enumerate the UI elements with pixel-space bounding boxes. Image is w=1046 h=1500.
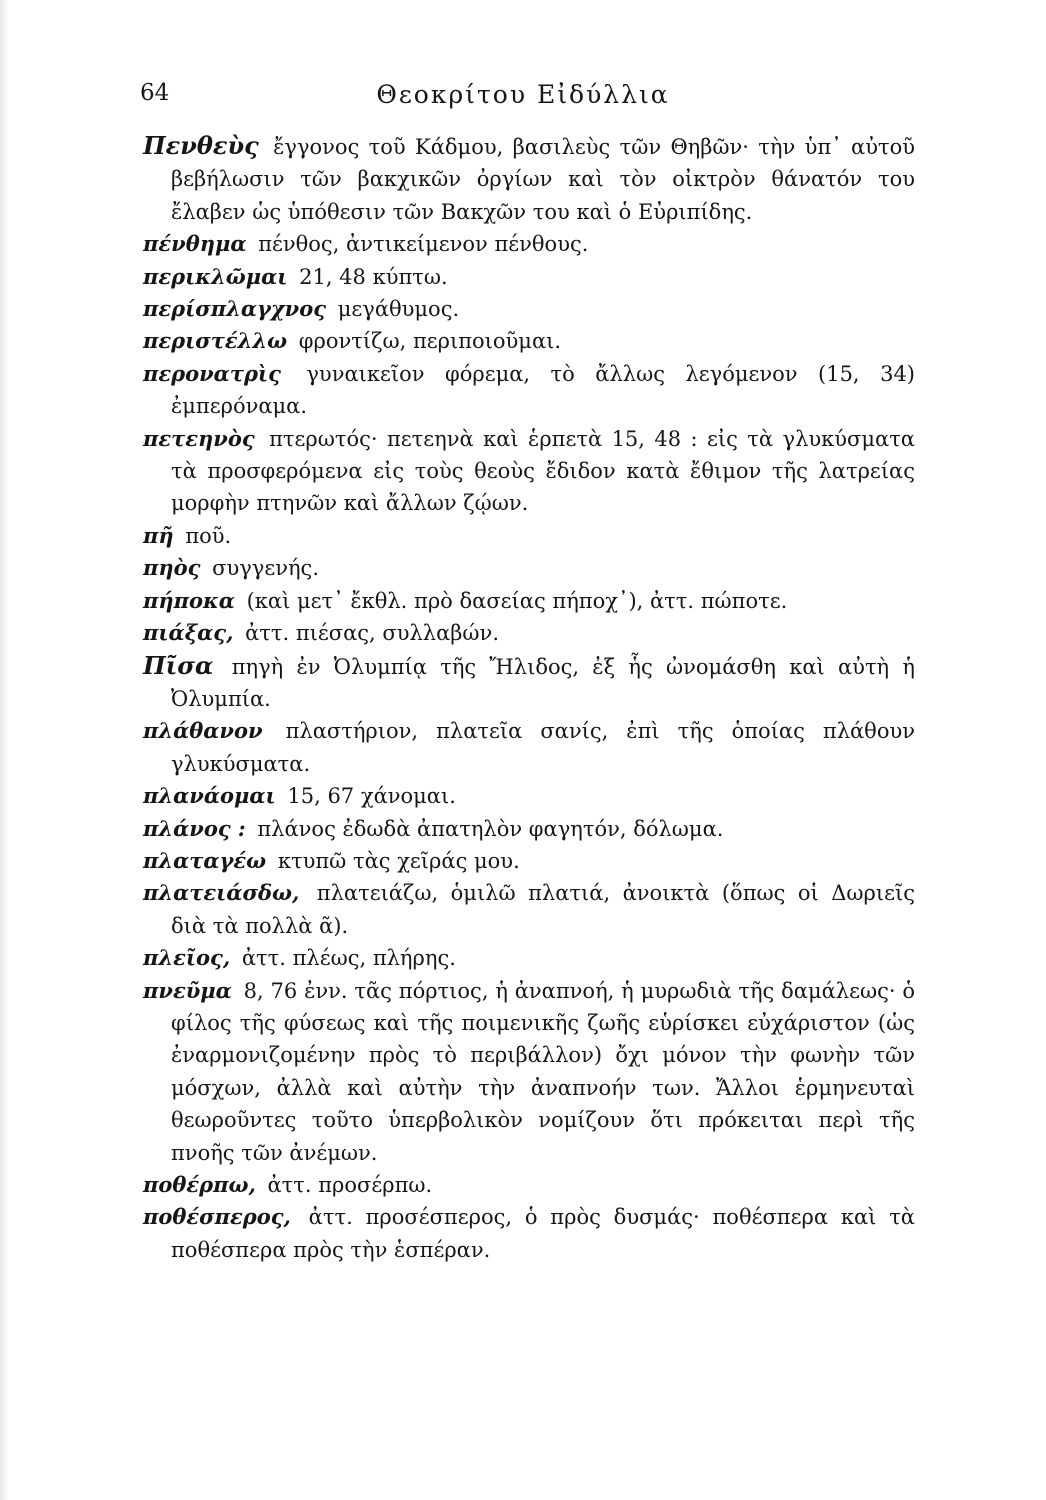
running-title: Θεοκρίτου Εἰδύλλια	[376, 80, 670, 109]
glossary-entry	[143, 423, 915, 520]
entry-definition: 21, 48 κύπτω.	[299, 264, 448, 289]
entry-headword: ποθέσπερος,	[143, 1204, 291, 1230]
glossary-entry	[143, 975, 915, 1169]
entry-definition: πηγὴ ἐν Ὀλυμπίᾳ τῆς Ἤλιδος, ἐξ ἧς ὠνομάσθη καὶ αὐτὴ ἡ Ὀλυμπία.	[171, 654, 915, 711]
entry-definition: 8, 76 ἐνν. τᾶς πόρτιος, ἡ ἀναπνοή, ἡ μυρωδιὰ τῆς δαμάλεως· ὁ φίλος τῆς φύσεως καὶ τῆς ποιμενικῆς ζωῆς εὑρίσκει εὐχάριστον (ὡς ἐναρμονιζομένην πρὸς τὸ περιβάλλον) ὄχι μόνον τὴν φωνὴν τῶν μόσχων, ἀλλὰ καὶ αὐτὴν τὴν ἀναπνοήν των. Ἄλλοι ἑρμηνευταὶ θεωροῦντες τοῦτο ὑπερβολικὸν νομίζουν ὅτι πρόκειται περὶ τῆς πνοῆς τῶν ἀνέμων.	[171, 978, 915, 1165]
glossary-entry	[143, 877, 915, 942]
entry-headword: Πενθεὺς	[143, 131, 259, 160]
page-number: 64	[140, 80, 170, 106]
glossary-entry	[143, 585, 915, 617]
glossary-entry	[143, 780, 915, 812]
entry-definition: συγγενής.	[212, 556, 319, 581]
glossary-entry	[143, 845, 915, 877]
page-gutter-shadow	[0, 0, 8, 1500]
entry-headword: πλάνος :	[143, 815, 246, 841]
glossary-entry	[143, 358, 915, 423]
entry-headword: πήποκα	[143, 587, 235, 613]
glossary-entry	[143, 520, 915, 552]
glossary-entry	[143, 617, 915, 649]
entry-headword: περιστέλλω	[143, 328, 288, 354]
glossary-entry	[143, 1201, 915, 1266]
entry-headword: περίσπλαγχνος	[143, 296, 327, 322]
entry-headword: πλατειάσδω,	[143, 880, 300, 906]
entry-definition: ἀττ. πλέως, πλήρης.	[241, 946, 456, 971]
entry-definition: πλάνος ἐδωδὰ ἀπατηλὸν φαγητόν, δόλωμα.	[257, 816, 724, 841]
entry-definition: 15, 67 χάνομαι.	[287, 784, 456, 809]
entry-definition: πένθος, ἀντικείμενον πένθους.	[258, 232, 589, 257]
entry-definition: φροντίζω, περιποιοῦμαι.	[298, 329, 562, 354]
entry-definition: ἀττ. προσέρπω.	[267, 1173, 433, 1197]
entry-headword: πλανάομαι	[143, 783, 276, 809]
entry-definition: (καὶ μετ᾽ ἔκθλ. πρὸ δασείας πήποχ᾽), ἀττ. πώποτε.	[246, 588, 788, 613]
entry-definition: γυναικεῖον φόρεμα, τὸ ἄλλως λεγόμενον (15, 34) ἐμπερόναμα.	[171, 361, 915, 419]
entry-headword: πλεῖος,	[143, 945, 231, 971]
glossary-entry	[143, 325, 915, 357]
entry-headword: πένθημα	[143, 231, 247, 257]
entry-definition: ποῦ.	[185, 523, 232, 548]
entry-headword: πετεηνὸς	[143, 425, 255, 451]
glossary-entry	[143, 813, 915, 845]
glossary-entries	[143, 130, 915, 1266]
entry-headword: πηὸς	[143, 555, 201, 581]
entry-definition: πτερωτός· πετεηνὰ καὶ ἑρπετὰ 15, 48 : εἰς τὰ γλυκύσματα τὰ προσφερόμενα εἰς τοὺς θεοὺς ἔδιδον κατὰ ἔθιμον τῆς λατρείας μορφὴν πτηνῶν καὶ ἄλλων ζῴων.	[171, 426, 915, 516]
entry-headword: πνεῦμα	[143, 977, 232, 1003]
entry-headword: ποθέρπω,	[143, 1172, 256, 1197]
entry-headword: πῆ	[143, 522, 174, 548]
entry-headword: Πῖσα	[143, 650, 214, 680]
entry-definition: ἀττ. πιέσας, συλλαβών.	[245, 621, 499, 646]
entry-definition: κτυπῶ τὰς χεῖράς μου.	[277, 848, 520, 873]
glossary-entry	[143, 650, 915, 716]
entry-headword: πλάθανον	[143, 718, 263, 744]
entry-definition: πλαστήριον, πλατεῖα σανίς, ἐπὶ τῆς ὁποίας πλάθουν γλυκύσματα.	[171, 719, 915, 776]
entry-definition: πλατειάζω, ὁμιλῶ πλατιά, ἀνοικτὰ (ὅπως οἱ Δωριεῖς διὰ τὰ πολλὰ ᾶ).	[171, 881, 915, 938]
entry-headword: πλαταγέω	[143, 847, 267, 873]
glossary-entry	[143, 228, 915, 260]
entry-headword: περικλῶμαι	[143, 263, 288, 289]
glossary-entry	[143, 130, 915, 228]
glossary-entry	[143, 942, 915, 974]
entry-headword: περονατρὶς	[143, 360, 281, 386]
entry-definition: ἔγγονος τοῦ Κάδμου, βασιλεὺς τῶν Θηβῶν· τὴν ὑπ᾽ αὐτοῦ βεβήλωσιν τῶν βακχικῶν ὀργίων καὶ τὸν οἰκτρὸν θάνατόν του ἔλαβεν ὡς ὑπόθεσιν τῶν Βακχῶν του καὶ ὁ Εὐριπίδης.	[171, 135, 915, 224]
glossary-entry	[143, 261, 915, 293]
entry-definition: μεγάθυμος.	[337, 297, 460, 322]
entry-definition: ἀττ. προσέσπερος, ὁ πρὸς δυσμάς· ποθέσπερα καὶ τὰ ποθέσπερα πρὸς τὴν ἑσπέραν.	[171, 1205, 915, 1262]
glossary-entry	[143, 1169, 915, 1201]
glossary-entry	[143, 293, 915, 325]
glossary-entry	[143, 715, 915, 780]
glossary-entry	[143, 552, 915, 584]
entry-headword: πιάξας,	[143, 620, 234, 646]
